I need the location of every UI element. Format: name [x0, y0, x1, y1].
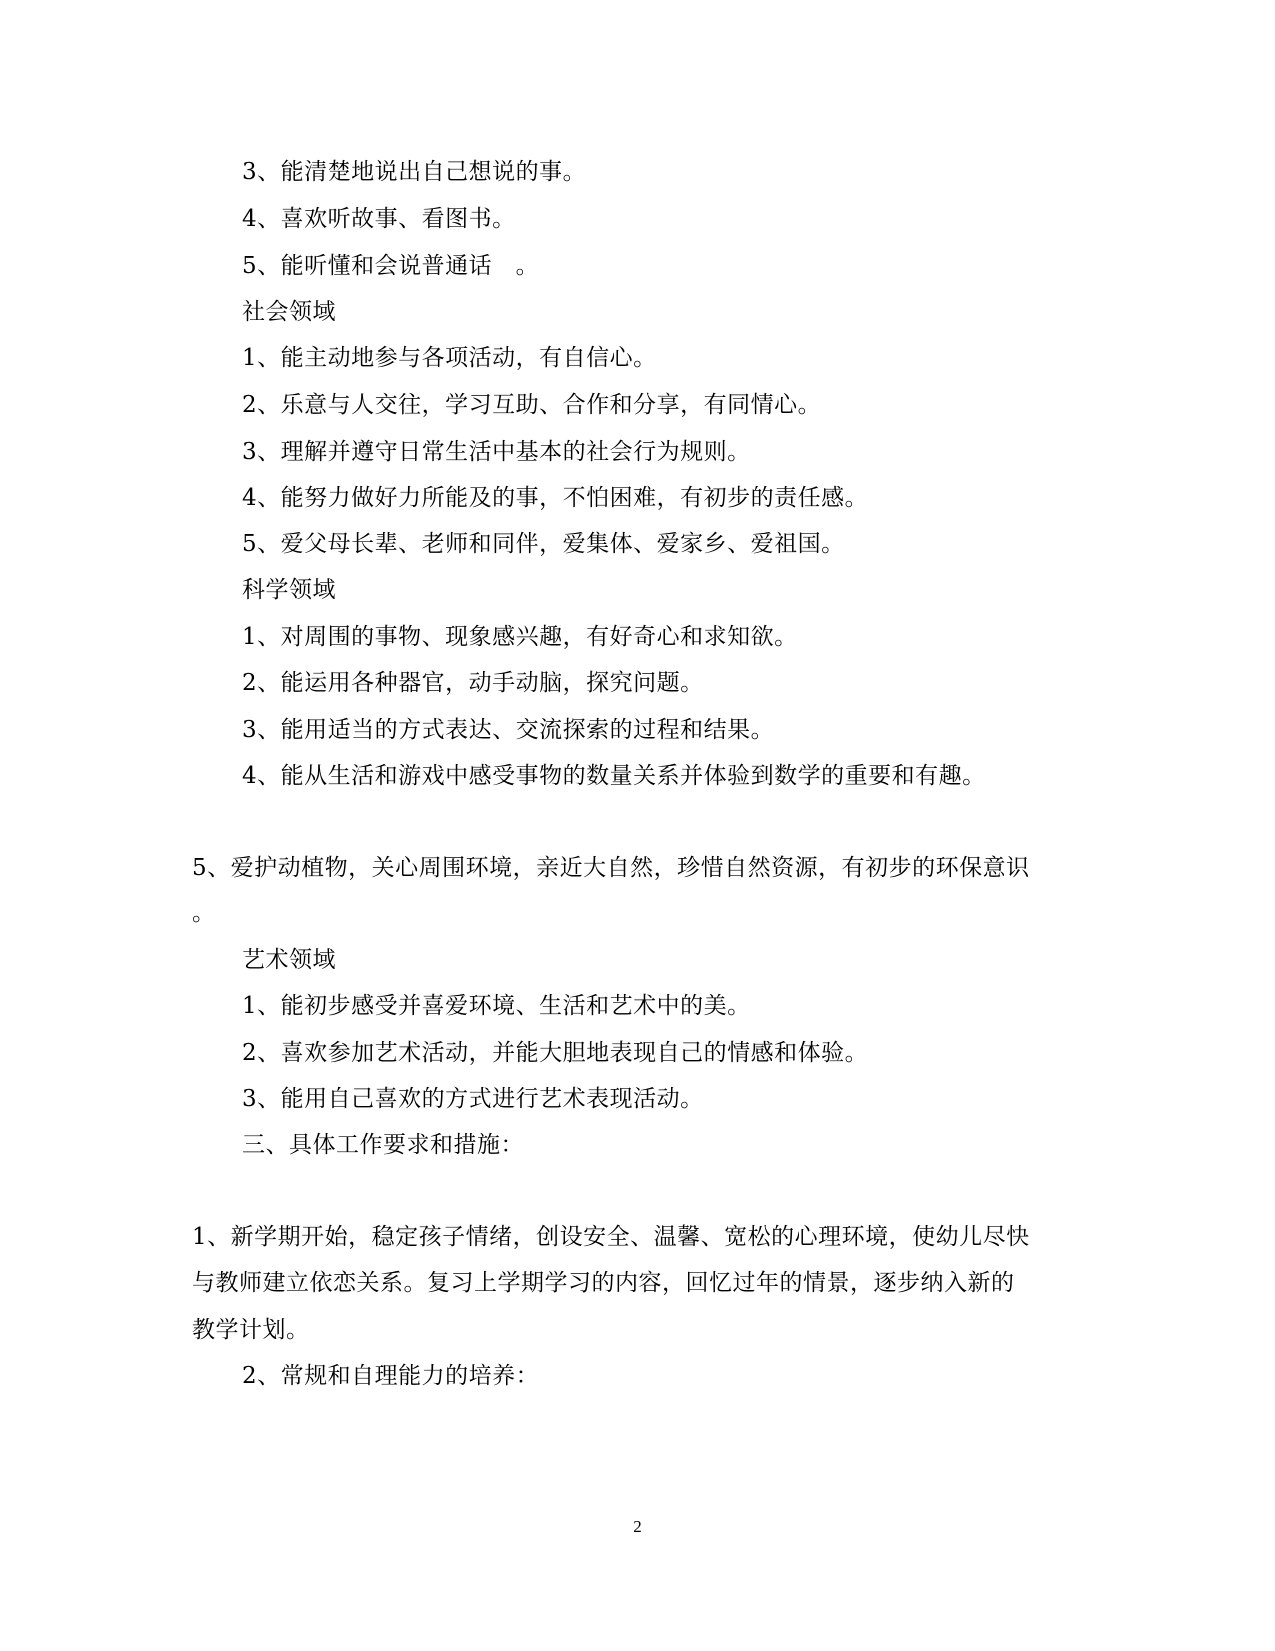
measure-1-line-3: 教学计划。	[192, 1317, 310, 1343]
social-item-3: 3、理解并遵守日常生活中基本的社会行为规则。	[242, 439, 751, 465]
science-item-5-line-1: 5、爱护动植物，关心周围环境，亲近大自然，珍惜自然资源，有初步的环保意识	[192, 855, 1030, 881]
science-item-4: 4、能从生活和游戏中感受事物的数量关系并体验到数学的重要和有趣。	[242, 763, 986, 789]
language-item-3: 3、能清楚地说出自己想说的事。	[242, 159, 587, 185]
social-item-4: 4、能努力做好力所能及的事，不怕困难，有初步的责任感。	[242, 485, 869, 511]
social-item-5: 5、爱父母长辈、老师和同伴，爱集体、爱家乡、爱祖国。	[242, 531, 845, 557]
science-heading: 科学领域	[242, 577, 336, 603]
measure-2: 2、常规和自理能力的培养：	[242, 1363, 540, 1389]
measure-1-line-2: 与教师建立依恋关系。复习上学期学习的内容，回忆过年的情景，逐步纳入新的	[192, 1270, 1015, 1296]
science-item-2: 2、能运用各种器官，动手动脑，探究问题。	[242, 670, 704, 696]
language-item-4: 4、喜欢听故事、看图书。	[242, 206, 516, 232]
section-3-heading: 三、具体工作要求和措施：	[242, 1132, 524, 1158]
measure-1-line-1: 1、新学期开始，稳定孩子情绪，创设安全、温馨、宽松的心理环境，使幼儿尽快	[192, 1224, 1030, 1250]
art-item-2: 2、喜欢参加艺术活动，并能大胆地表现自己的情感和体验。	[242, 1040, 869, 1066]
page-number: 2	[633, 1517, 642, 1536]
science-item-3: 3、能用适当的方式表达、交流探索的过程和结果。	[242, 717, 775, 743]
social-heading: 社会领域	[242, 299, 336, 325]
social-item-1: 1、能主动地参与各项活动，有自信心。	[242, 345, 657, 371]
art-heading: 艺术领域	[242, 947, 336, 973]
language-item-5: 5、能听懂和会说普通话 。	[242, 253, 540, 279]
social-item-2: 2、乐意与人交往，学习互助、合作和分享，有同情心。	[242, 392, 822, 418]
science-item-1: 1、对周围的事物、现象感兴趣，有好奇心和求知欲。	[242, 624, 798, 650]
art-item-1: 1、能初步感受并喜爱环境、生活和艺术中的美。	[242, 993, 751, 1019]
art-item-3: 3、能用自己喜欢的方式进行艺术表现活动。	[242, 1086, 704, 1112]
science-item-5-line-2: 。	[192, 900, 216, 926]
